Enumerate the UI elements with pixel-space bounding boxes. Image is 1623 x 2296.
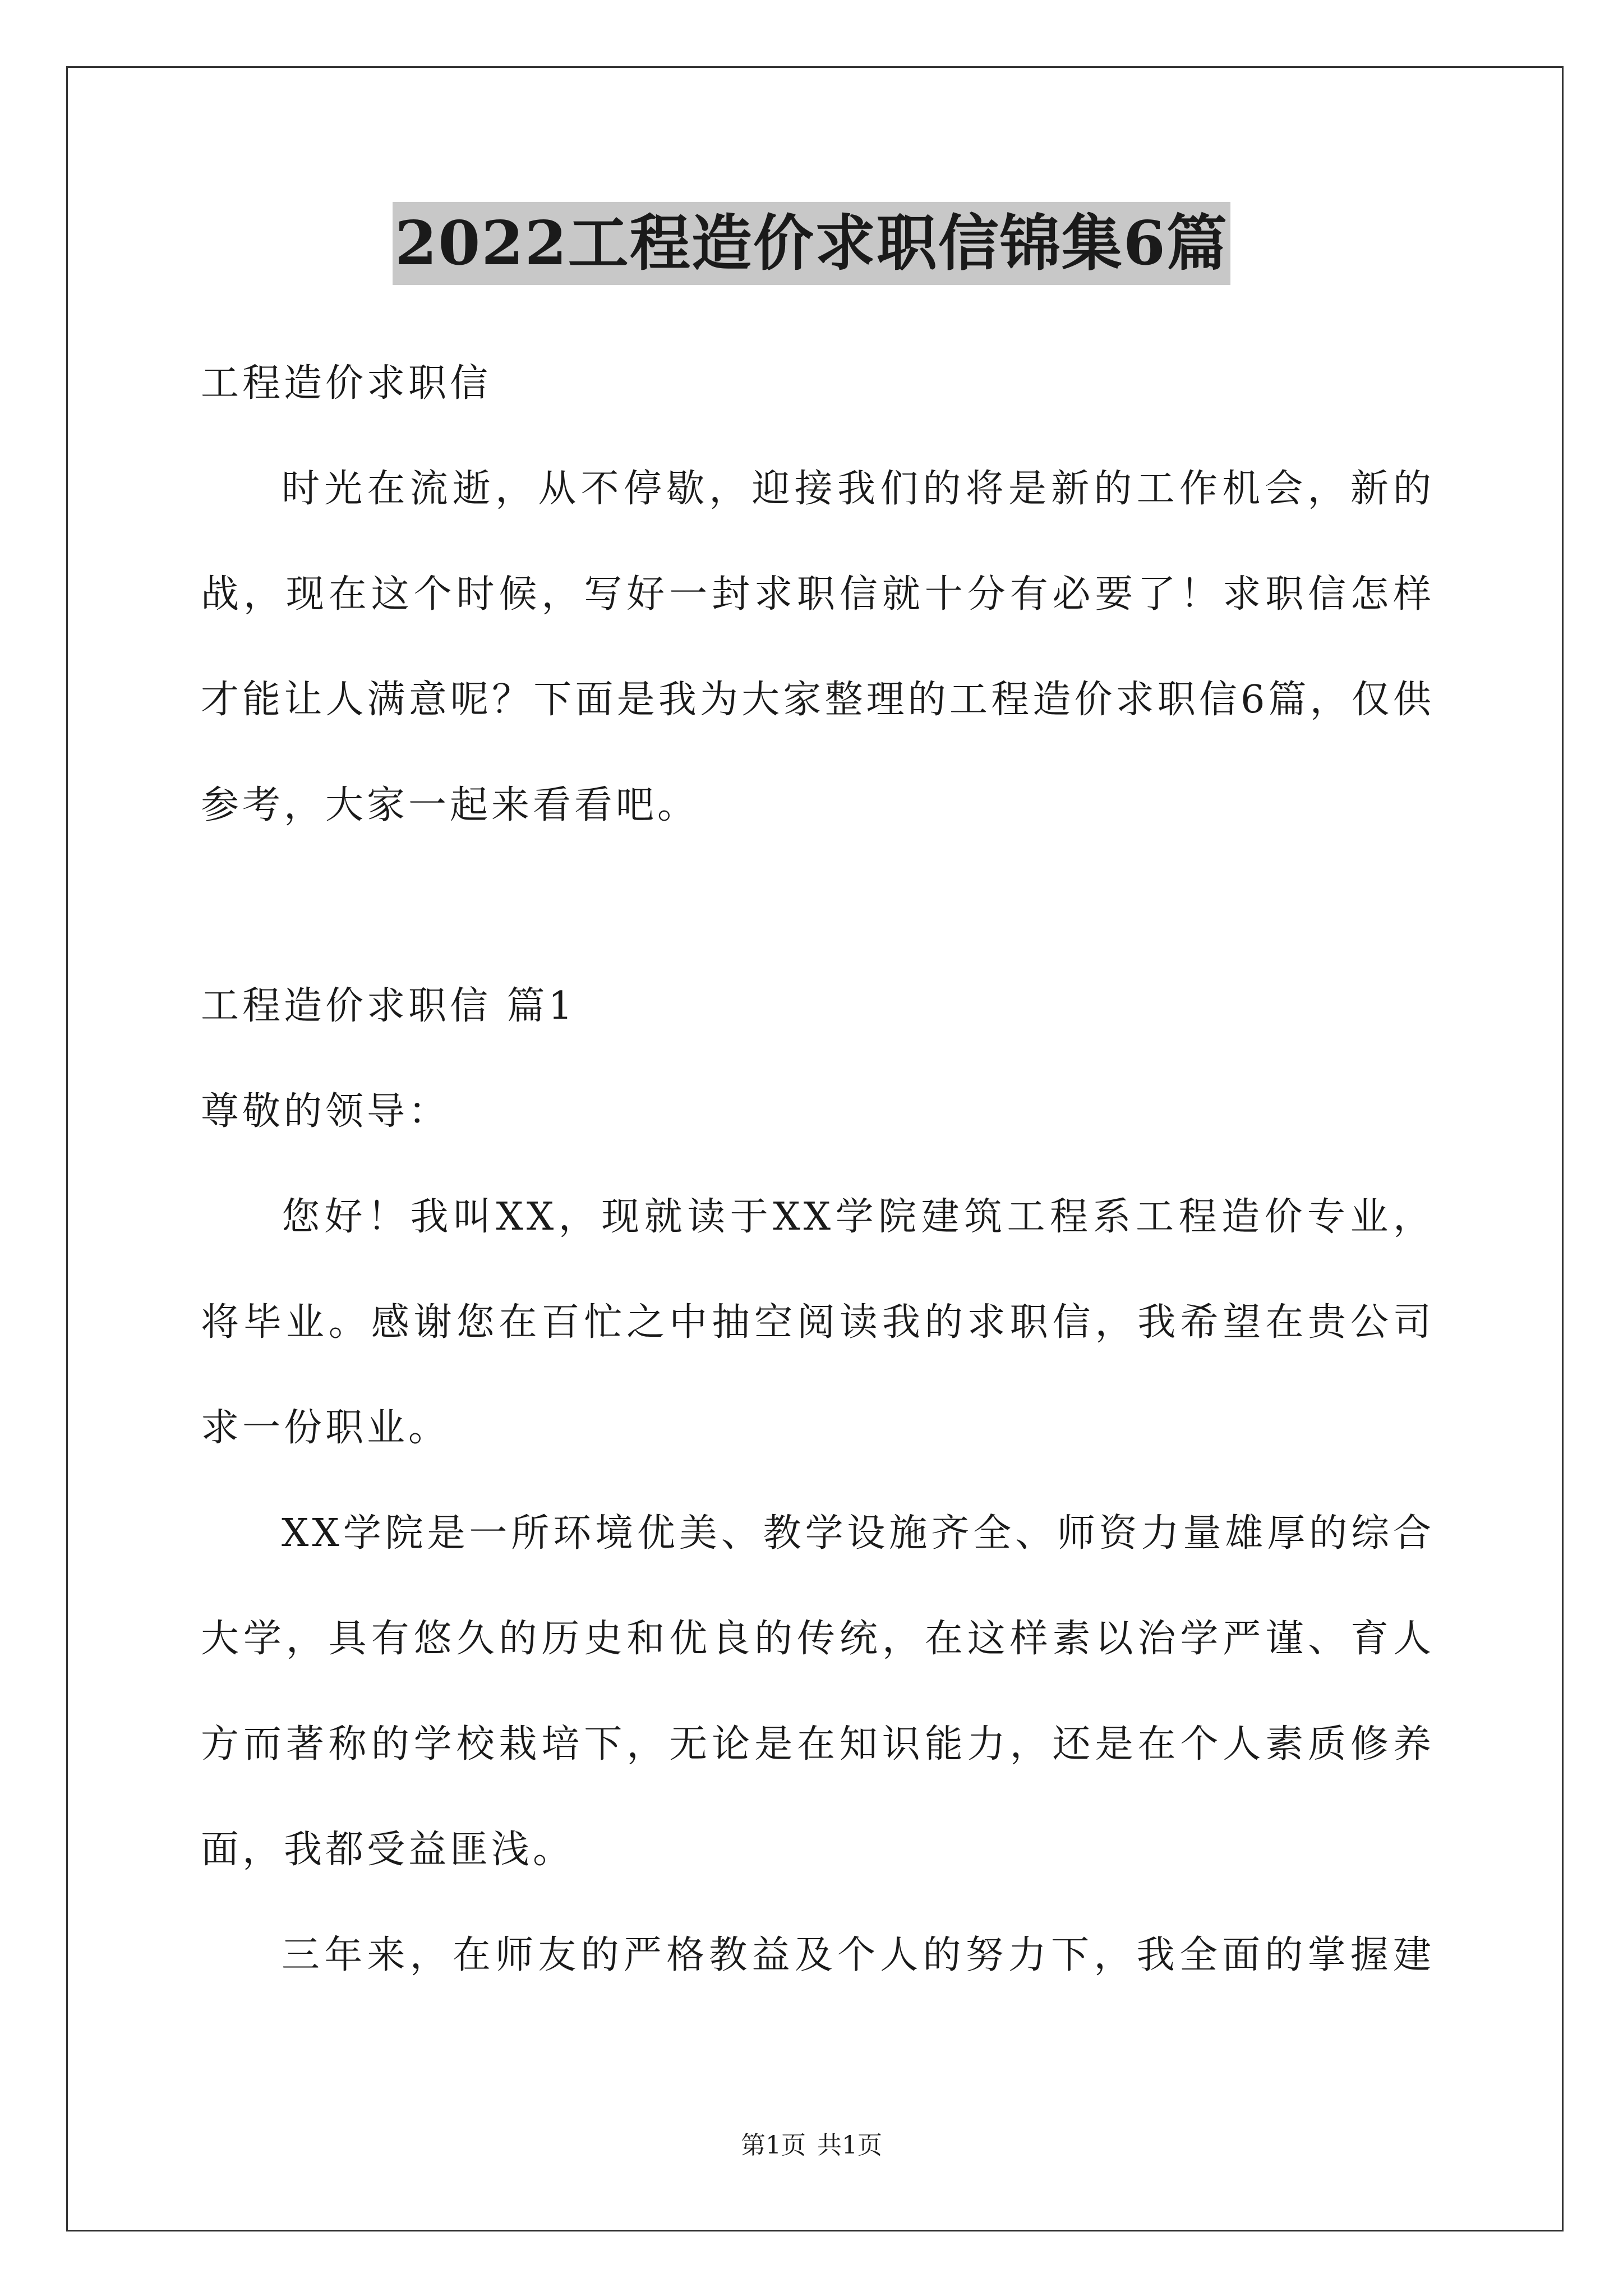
paragraph-line: 您好！我叫XX，现就读于XX学院建筑工程系工程造价专业， <box>282 1195 1435 1239</box>
paragraph-line: 大学，具有悠久的历史和优良的传统，在这样素以治学严谨、育人 <box>201 1617 1435 1661</box>
section-gap <box>201 858 1435 954</box>
intro-heading: 工程造价求职信 <box>201 361 492 406</box>
intro-line: 才能让人满意呢？下面是我为大家整理的工程造价求职信6篇，仅供 <box>201 678 1435 722</box>
section-heading: 工程造价求职信 篇1 <box>201 984 576 1028</box>
paragraph-line: 求一份职业。 <box>201 1406 450 1450</box>
intro-line: 参考，大家一起来看看吧。 <box>201 783 699 827</box>
paragraph-line: XX学院是一所环境优美、教学设施齐全、师资力量雄厚的综合 <box>282 1511 1435 1556</box>
page-footer <box>0 2129 1623 2162</box>
paragraph-line: 面，我都受益匪浅。 <box>201 1828 575 1872</box>
paragraph-line: 将毕业。感谢您在百忙之中抽空阅读我的求职信，我希望在贵公司 <box>201 1300 1435 1345</box>
document-title: 2022工程造价求职信锦集6篇 <box>393 202 1230 285</box>
salutation: 尊敬的领导： <box>201 1089 450 1134</box>
intro-line: 时光在流逝，从不停歇，迎接我们的将是新的工作机会，新的 <box>282 467 1435 511</box>
title-wrap <box>0 202 1623 285</box>
paragraph-line: 三年来，在师友的严格教益及个人的努力下，我全面的掌握建 <box>282 1933 1435 1977</box>
intro-line: 战，现在这个时候，写好一封求职信就十分有必要了！求职信怎样 <box>201 572 1435 616</box>
page-number: 第1页 <box>741 2131 806 2160</box>
page-total: 共1页 <box>817 2131 882 2160</box>
paragraph-line: 方而著称的学校栽培下，无论是在知识能力，还是在个人素质修养 <box>201 1722 1435 1766</box>
document-body <box>201 331 1435 2008</box>
